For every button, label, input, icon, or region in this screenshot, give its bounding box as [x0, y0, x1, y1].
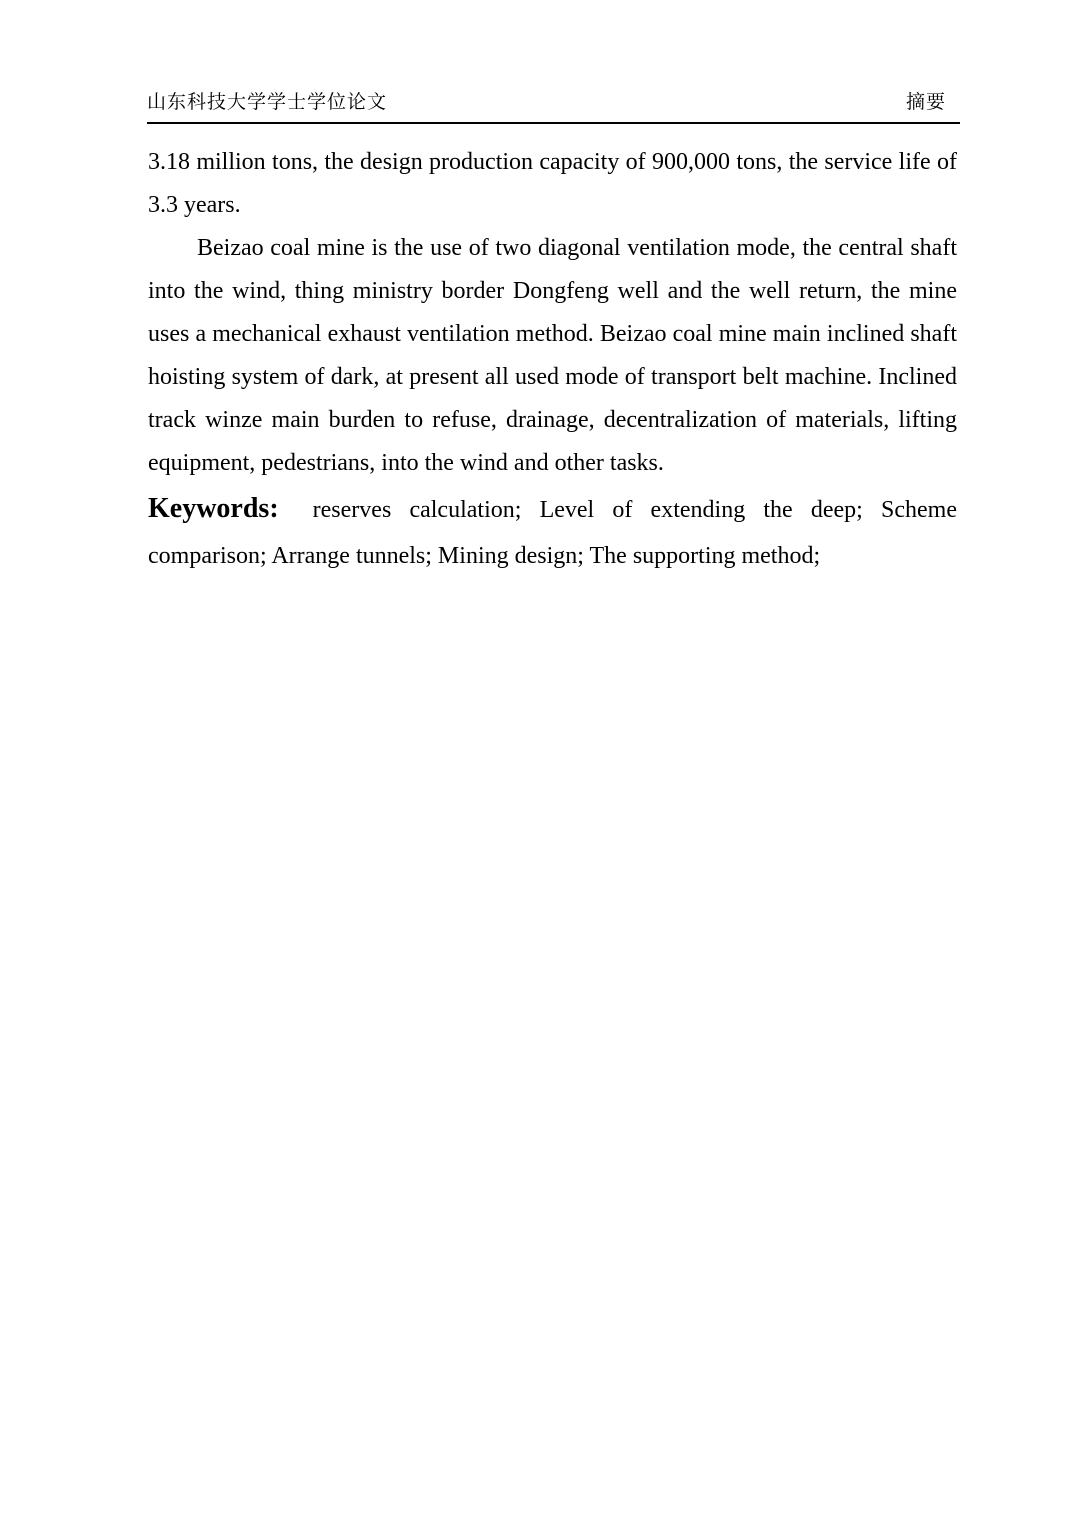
keywords-text: reserves calculation; Level of extending the deep; Scheme comparison; Arrange tunnels; Mining design; The supporting method; [148, 497, 957, 569]
abstract-paragraph: Beizao coal mine is the use of two diagonal ventilation mode, the central shaft into the wind, thing ministry border Dongfeng well and the well return, the mine uses a mechanical exhaust ventilation method. Beizao coal mine main inclined shaft hoisting system of dark, at present all used mode of transport belt machine. Inclined track winze main burden to refuse, drainage, decentralization of materials, lifting equipment, pedestrians, into the wind and other tasks. [148, 235, 957, 476]
keywords-line [148, 486, 957, 579]
header-thesis-title: 山东科技大学学士学位论文 [147, 91, 388, 113]
header-section-title: 摘要 [905, 91, 946, 113]
abstract-paragraph-continued: 3.18 million tons, the design production capacity of 900,000 tons, the service life of 3.3 years. [148, 149, 957, 218]
keywords-label: Keywords: [148, 493, 279, 524]
abstract-body [148, 141, 957, 579]
running-header [147, 88, 960, 124]
